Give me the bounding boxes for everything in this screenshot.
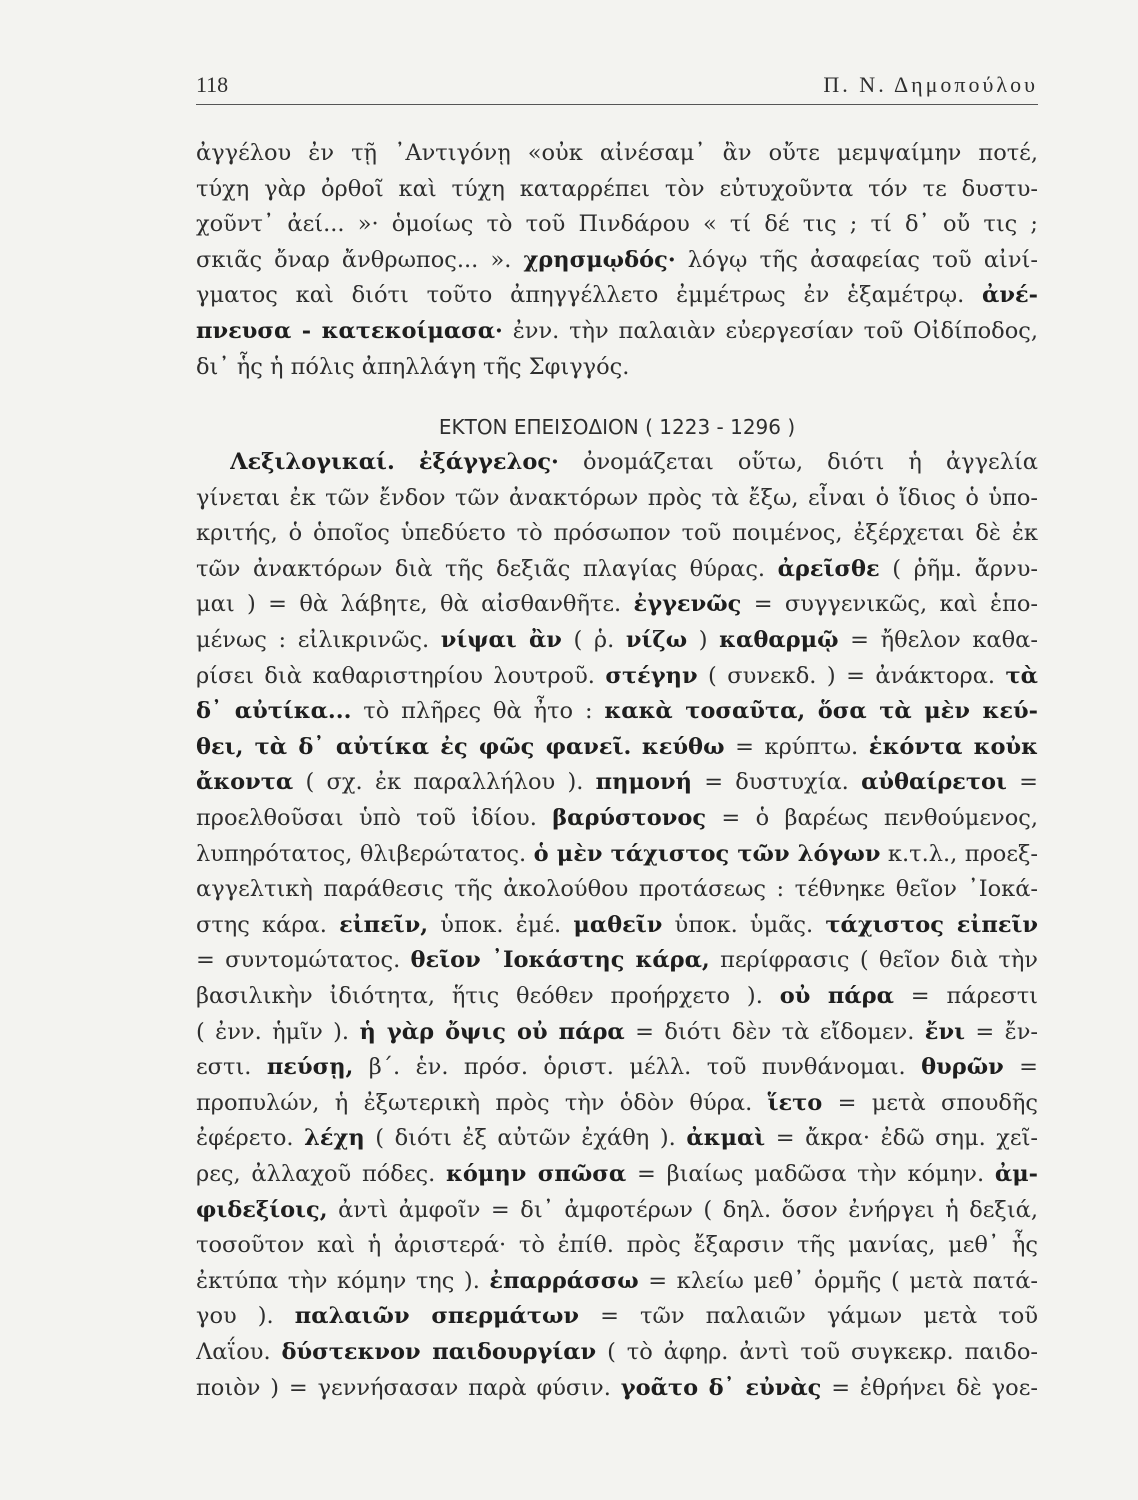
lemma-bold: ἀνέ- xyxy=(982,282,1038,309)
text-line xyxy=(196,872,1038,906)
gloss-text: κ.τ.λ., προεξ- xyxy=(880,840,1038,867)
text-line xyxy=(196,1264,1038,1298)
gloss-text xyxy=(395,449,419,475)
gloss-text: = δυστυχία. xyxy=(691,769,862,796)
gloss-text: ὑποκ. ὑμᾶς. xyxy=(662,911,826,938)
gloss-text: ( διότι ἐξ αὐτῶν ἐχάθη ). xyxy=(364,1125,687,1152)
lemma-bold: τὰ xyxy=(1005,662,1038,689)
gloss-text: ὑποκ. ἐμέ. xyxy=(428,911,574,938)
lemma-bold: φιδεξίοις, xyxy=(196,1196,328,1223)
lemma-bold: γοᾶτο δ᾿ εὐνὰς xyxy=(620,1374,822,1401)
gloss-text: περίφρασις ( θεῖον διὰ τὴν xyxy=(709,947,1038,974)
lemma-bold: θεῖον ᾿Ιοκάστης κάρα, xyxy=(410,947,710,974)
lemma-bold: κακὰ τοσαῦτα, ὅσα τὰ μὲν κεύ- xyxy=(604,698,1038,725)
lemma-bold: οὐ πάρα xyxy=(779,983,894,1009)
gloss-text: = ὁ βαρέως πενθούμενος, xyxy=(706,805,1038,831)
gloss-text: = βιαίως μαδῶσα τὴν κόμην. xyxy=(626,1161,995,1187)
text-line xyxy=(196,837,1038,871)
text-line xyxy=(196,207,1038,241)
gloss-text: προελθοῦσαι ὑπὸ τοῦ ἰδίου. xyxy=(196,805,553,831)
gloss-text: τῶν ἀνακτόρων διὰ τῆς δεξιᾶς πλαγίας θύρας. xyxy=(196,555,778,582)
lemma-bold: ἡ γὰρ ὄψις οὐ πάρα xyxy=(359,1018,625,1045)
text-line xyxy=(196,1050,1038,1084)
lemma-bold: ὁ μὲν τάχιστος τῶν λόγων xyxy=(533,840,881,867)
gloss-text: λόγῳ τῆς ἀσαφείας τοῦ αἰνί- xyxy=(675,246,1038,273)
lemma-bold: θυρῶν xyxy=(921,1054,1004,1081)
text-line xyxy=(196,801,1038,835)
gloss-text: = διότι δὲν τὰ εἴδομεν. xyxy=(624,1018,925,1045)
gloss-text: ρες, ἀλλαχοῦ πόδες. xyxy=(196,1161,447,1187)
text-line xyxy=(196,1121,1038,1155)
gloss-text: ὀνομάζεται οὕτω, διότι ἡ ἀγγελία xyxy=(558,449,1038,475)
gloss-text: γου ). xyxy=(196,1303,295,1330)
lemma-bold: ἀρεῖσθε xyxy=(777,555,880,582)
lemma-bold: ἐξάγγελος· xyxy=(418,449,559,475)
text-line xyxy=(196,481,1038,515)
text-line xyxy=(196,1015,1038,1049)
running-head: Π. Ν. Δημοπούλου xyxy=(823,72,1038,97)
gloss-text: ἐνν. τὴν παλαιὰν εὐεργεσίαν τοῦ Οἰδίποδος, xyxy=(502,318,1038,344)
lemma-bold: νίζω xyxy=(625,627,688,653)
lemma-bold: ἐγγενῶς xyxy=(633,591,742,618)
text-line xyxy=(196,278,1038,312)
lemma-bold: δύστεκνον παιδουργίαν xyxy=(281,1339,597,1365)
gloss-text: κριτής, ὁ ὁποῖος ὑπεδύετο τὸ πρόσωπον τοῦ ποιμένος, ἐξέρχεται δὲ ἐκ xyxy=(196,520,1038,547)
lemma-bold: ἐπαρράσσω xyxy=(489,1267,639,1294)
gloss-text: ( τὸ ἀφηρ. ἀντὶ τοῦ συγκεκρ. παιδο- xyxy=(596,1339,1038,1365)
text-line xyxy=(196,943,1038,977)
text-line xyxy=(196,1228,1038,1262)
gloss-text: Λαΐου. xyxy=(196,1339,282,1365)
lemma-bold: στέγην xyxy=(605,662,698,689)
gloss-text: ( σχ. ἐκ παραλλήλου ). xyxy=(293,769,596,796)
lemma-bold: ἔνι xyxy=(924,1018,965,1045)
text-line xyxy=(196,1193,1038,1227)
lemma-bold: Λεξιλογικαί. xyxy=(230,449,395,475)
gloss-text: χοῦντ᾿ ἀεί... »· ὁμοίως τὸ τοῦ Πινδάρου « τί δέ τις ; τί δ᾿ οὔ τις ; xyxy=(196,211,1038,238)
lemma-bold: χρησμῳδός· xyxy=(523,246,676,273)
gloss-text: = ἤθελον καθα- xyxy=(838,627,1038,653)
text-line xyxy=(196,172,1038,206)
gloss-text: ( ῥ. xyxy=(561,627,626,653)
gloss-text: αγγελτικὴ παράθεσις τῆς ἀκολούθου προτάσεως : τέθνηκε θεῖον ᾿Ιοκά- xyxy=(196,876,1038,903)
lemma-bold: κόμην σπῶσα xyxy=(446,1161,627,1187)
lemma-bold: ἵετο xyxy=(767,1089,823,1116)
gloss-text: λυπηρότατος, θλιβερώτατος. xyxy=(196,840,534,867)
gloss-text: γίνεται ἐκ τῶν ἔνδον τῶν ἀνακτόρων πρὸς τὰ ἔξω, εἶναι ὁ ἴδιος ὁ ὑπο- xyxy=(196,484,1038,511)
gloss-text: τὸ πλῆρες θὰ ἦτο : xyxy=(351,698,605,725)
gloss-text: = μετὰ σπουδῆς xyxy=(822,1089,1038,1116)
text-line xyxy=(230,445,1038,479)
gloss-text: = συντομώτατος. xyxy=(196,947,411,974)
text-line xyxy=(196,1335,1038,1369)
text-line xyxy=(196,587,1038,621)
gloss-text: ( ἐνν. ἡμῖν ). xyxy=(196,1018,360,1045)
lemma-bold: αὐθαίρετοι xyxy=(861,769,1007,796)
gloss-text: ἀντὶ ἀμφοῖν = δι᾿ ἀμφοτέρων ( δηλ. ὅσον ἐνήργει ἡ δεξιά, xyxy=(327,1196,1038,1223)
lemma-bold: λέχη xyxy=(304,1125,365,1152)
gloss-text: = xyxy=(1003,1054,1038,1081)
text-line xyxy=(196,908,1038,942)
text-line xyxy=(196,730,1038,764)
gloss-text: = πάρεστι xyxy=(893,983,1038,1009)
gloss-text: δι᾿ ἧς ἡ πόλις ἀπηλλάγη τῆς Σφιγγός. xyxy=(196,353,630,380)
text-line xyxy=(196,1299,1038,1333)
lemma-bold: θει, τὰ δ᾿ αὐτίκα ἐς φῶς φανεῖ. xyxy=(196,733,632,760)
text-line xyxy=(196,350,1038,384)
gloss-text: = κλείω μεθ᾿ ὁρμῆς ( μετὰ πατά- xyxy=(638,1267,1038,1294)
text-line xyxy=(196,314,1038,348)
lemma-bold: εἰπεῖν, xyxy=(339,911,429,938)
gloss-text: εστι. xyxy=(196,1054,267,1081)
text-line xyxy=(196,243,1038,277)
gloss-text: ἐφέρετο. xyxy=(196,1125,305,1152)
lemma-bold: πημονή xyxy=(595,769,692,796)
gloss-text: γματος καὶ διότι τοῦτο ἀπηγγέλλετο ἐμμέτρως ἐν ἑξαμέτρῳ. xyxy=(196,282,983,309)
gloss-text: βασιλικὴν ἰδιότητα, ἥτις θεόθεν προήρχετο ). xyxy=(196,983,780,1009)
lemma-bold: δ᾿ αὐτίκα... xyxy=(196,698,352,725)
text-line xyxy=(196,516,1038,550)
gloss-text: ἀγγέλου ἐν τῇ ᾿Αντιγόνῃ «οὐκ αἰνέσαμ᾿ ἂν οὔτε μεμψαίμην ποτέ, xyxy=(196,140,1038,166)
lemma-bold: ἑκόντα κοὐκ xyxy=(868,733,1038,760)
gloss-text: σκιᾶς ὄναρ ἄνθρωπος... ». xyxy=(196,246,524,273)
lemma-bold: καθαρμῷ xyxy=(719,627,839,653)
gloss-text: = ἐθρήνει δὲ γοε- xyxy=(821,1374,1038,1401)
gloss-text: ( ῥῆμ. ἄρνυ- xyxy=(879,555,1038,582)
text-line xyxy=(196,552,1038,586)
lemma-bold: βαρύστονος xyxy=(552,805,707,831)
gloss-text: = συγγενικῶς, καὶ ἑπο- xyxy=(741,591,1038,618)
page-number: 118 xyxy=(196,72,229,97)
lemma-bold: παλαιῶν σπερμάτων xyxy=(294,1303,579,1330)
lemma-bold: πεύσῃ, xyxy=(266,1054,354,1081)
gloss-text: ἐκτύπα τὴν κόμην της ). xyxy=(196,1267,490,1294)
lemma-bold: μαθεῖν xyxy=(573,911,663,938)
text-line xyxy=(196,765,1038,799)
lemma-bold: ἀκμαὶ xyxy=(686,1125,766,1152)
page-header xyxy=(196,70,1038,105)
gloss-text: = κρύπτω. xyxy=(724,733,869,760)
text-line xyxy=(196,623,1038,657)
gloss-text: = ἄκρα· ἐδῶ σημ. χεῖ- xyxy=(765,1125,1038,1152)
text-line xyxy=(196,979,1038,1013)
lemma-bold: πνευσα - κατεκοίμασα· xyxy=(196,318,503,344)
gloss-text: στης κάρα. xyxy=(196,911,340,938)
gloss-text: ρίσει διὰ καθαριστηρίου λουτροῦ. xyxy=(196,662,606,689)
gloss-text: = xyxy=(1006,769,1038,796)
lemma-bold: τάχιστος εἰπεῖν xyxy=(825,911,1038,938)
gloss-text: προπυλών, ἡ ἐξωτερικὴ πρὸς τὴν ὁδὸν θύρα. xyxy=(196,1089,768,1116)
gloss-text xyxy=(631,734,642,760)
lemma-bold: ἄκοντα xyxy=(196,769,294,796)
text-line xyxy=(196,694,1038,728)
text-line xyxy=(196,136,1038,170)
text-line xyxy=(196,1157,1038,1191)
text-line xyxy=(196,659,1038,693)
gloss-text: ) xyxy=(687,627,720,653)
lemma-bold: ἀμ- xyxy=(994,1161,1038,1187)
gloss-text: = ἔν- xyxy=(964,1018,1038,1045)
gloss-text: β΄. ἑν. πρόσ. ὁριστ. μέλλ. τοῦ πυνθάνομαι. xyxy=(353,1054,922,1081)
gloss-text: ( συνεκδ. ) = ἀνάκτορα. xyxy=(697,662,1006,689)
section-title: ΕΚΤΟΝ ΕΠΕΙΣΟΔΙΟΝ ( 1223 - 1296 ) xyxy=(438,415,796,439)
lemma-bold: νίψαι ἂν xyxy=(440,627,562,653)
gloss-text: = τῶν παλαιῶν γάμων μετὰ τοῦ xyxy=(579,1303,1038,1330)
text-line xyxy=(196,1086,1038,1120)
lemma-bold: κεύθω xyxy=(641,733,725,760)
text-line xyxy=(196,1371,1038,1405)
gloss-text: μένως : εἰλικρινῶς. xyxy=(196,627,441,653)
gloss-text: ποιὸν ) = γεννήσασαν παρὰ φύσιν. xyxy=(196,1374,621,1401)
gloss-text: μαι ) = θὰ λάβητε, θὰ αἰσθανθῆτε. xyxy=(196,591,634,618)
gloss-text: τύχη γὰρ ὀρθοῖ καὶ τύχη καταρρέπει τὸν εὐτυχοῦντα τόν τε δυστυ- xyxy=(196,175,1038,202)
gloss-text: τοσοῦτον καὶ ἡ ἀριστερά· τὸ ἐπίθ. πρὸς ἔξαρσιν τῆς μανίας, μεθ᾿ ἧς xyxy=(196,1232,1038,1259)
